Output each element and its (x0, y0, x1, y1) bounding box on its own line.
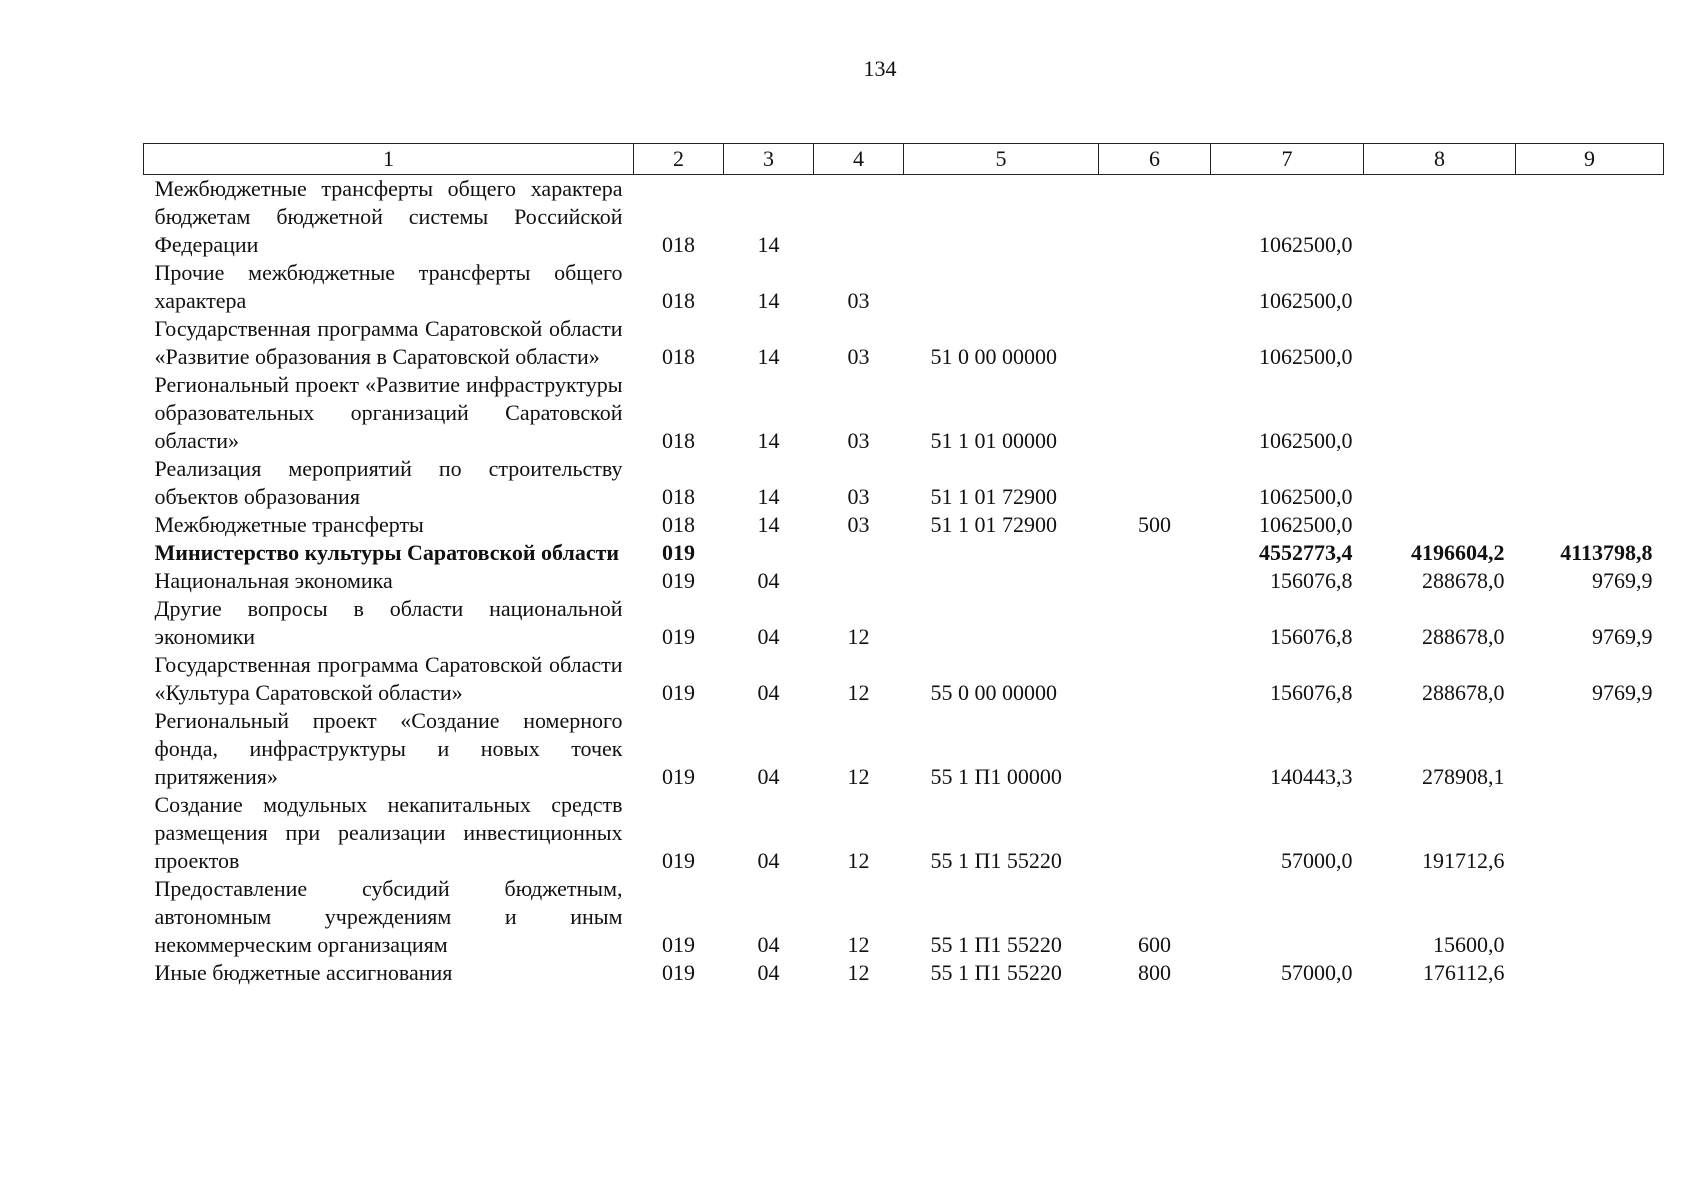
table-row (144, 175, 1664, 260)
section-code: 14 (757, 512, 780, 537)
amount-col-9 (1516, 791, 1664, 875)
expense-type-code (1099, 175, 1211, 260)
section-code: 04 (757, 568, 780, 593)
amount-col-7 (1211, 875, 1364, 959)
amount-col-7: 140443,3 (1270, 764, 1353, 789)
expense-type-code (1099, 651, 1211, 707)
table-row (144, 259, 1664, 315)
expense-type-code (1099, 259, 1211, 315)
expense-type-code (1099, 315, 1211, 371)
amount-col-7: 156076,8 (1270, 624, 1353, 649)
column-header-3: 3 (724, 144, 814, 175)
target-article-code: 51 1 01 00000 (930, 428, 1057, 453)
target-article-code: 55 0 00 00000 (930, 680, 1057, 705)
section-code: 04 (757, 848, 780, 873)
ministry-code: 018 (662, 344, 695, 369)
subsection-code: 03 (847, 512, 870, 537)
budget-item-name: Министерство культуры Саратовской области (154, 540, 620, 565)
section-code: 04 (757, 680, 780, 705)
table-row (144, 455, 1664, 511)
column-header-2: 2 (634, 144, 724, 175)
subsection-code: 03 (847, 288, 870, 313)
ministry-code: 018 (662, 428, 695, 453)
target-article-code: 55 1 П1 00000 (930, 764, 1062, 789)
budget-item-name: Государственная программа Саратовской области «Культура Саратовской области» (154, 652, 623, 705)
table-row (144, 959, 1664, 987)
expense-type-code (1099, 595, 1211, 651)
section-code: 04 (757, 932, 780, 957)
amount-col-9 (1516, 875, 1664, 959)
amount-col-7: 1062500,0 (1259, 428, 1353, 453)
expense-type-code: 500 (1138, 512, 1171, 537)
table-row (144, 315, 1664, 371)
amount-col-7: 57000,0 (1281, 960, 1353, 985)
amount-col-9 (1516, 455, 1664, 511)
amount-col-8 (1364, 315, 1516, 371)
section-code: 14 (757, 232, 780, 257)
amount-col-9 (1516, 175, 1664, 260)
amount-col-8: 278908,1 (1422, 764, 1505, 789)
amount-col-8: 4196604,2 (1411, 540, 1505, 565)
amount-col-9 (1516, 511, 1664, 539)
ministry-code: 019 (662, 848, 695, 873)
expense-type-code (1099, 707, 1211, 791)
target-article-code: 51 1 01 72900 (930, 512, 1057, 537)
subsection-code: 12 (847, 960, 870, 985)
budget-item-name: Межбюджетные трансферты общего характера бюджетам бюджетной системы Российской Федерации (154, 176, 623, 257)
table-row (144, 875, 1664, 959)
target-article-code (904, 595, 1099, 651)
table-row (144, 707, 1664, 791)
subsection-code: 03 (847, 428, 870, 453)
amount-col-9 (1516, 259, 1664, 315)
amount-col-9: 9769,9 (1592, 568, 1653, 593)
table-row (144, 539, 1664, 567)
table-row (144, 595, 1664, 651)
amount-col-7: 156076,8 (1270, 680, 1353, 705)
expense-type-code (1099, 567, 1211, 595)
amount-col-7: 156076,8 (1270, 568, 1353, 593)
budget-item-name: Иные бюджетные ассигнования (154, 960, 453, 985)
page-number: 134 (863, 56, 897, 81)
amount-col-9 (1516, 707, 1664, 791)
subsection-code: 12 (847, 680, 870, 705)
amount-col-8: 288678,0 (1422, 568, 1505, 593)
amount-col-9: 4113798,8 (1560, 540, 1653, 565)
subsection-code: 12 (847, 848, 870, 873)
column-header-4: 4 (814, 144, 904, 175)
budget-item-name: Другие вопросы в области национальной экономики (154, 596, 623, 649)
column-header-6: 6 (1099, 144, 1211, 175)
ministry-code: 019 (662, 540, 695, 565)
ministry-code: 019 (662, 960, 695, 985)
budget-item-name: Реализация мероприятий по строительству объектов образования (154, 456, 623, 509)
amount-col-7: 1062500,0 (1259, 232, 1353, 257)
section-code: 14 (757, 288, 780, 313)
subsection-code (814, 539, 904, 567)
budget-item-name: Межбюджетные трансферты (154, 512, 424, 537)
target-article-code (904, 259, 1099, 315)
subsection-code: 03 (847, 344, 870, 369)
ministry-code: 019 (662, 932, 695, 957)
section-code: 04 (757, 624, 780, 649)
table-body (144, 175, 1664, 988)
expense-type-code: 600 (1138, 932, 1171, 957)
column-number-row (144, 144, 1664, 175)
amount-col-7: 4552773,4 (1259, 540, 1353, 565)
ministry-code: 018 (662, 288, 695, 313)
column-header-1: 1 (144, 144, 634, 175)
subsection-code: 03 (847, 484, 870, 509)
section-code: 04 (757, 960, 780, 985)
subsection-code: 12 (847, 764, 870, 789)
amount-col-9 (1516, 959, 1664, 987)
section-code: 14 (757, 484, 780, 509)
target-article-code: 51 1 01 72900 (930, 484, 1057, 509)
amount-col-7: 1062500,0 (1259, 512, 1353, 537)
subsection-code (814, 567, 904, 595)
amount-col-9: 9769,9 (1592, 680, 1653, 705)
target-article-code: 55 1 П1 55220 (930, 932, 1062, 957)
expense-type-code (1099, 371, 1211, 455)
budget-item-name: Государственная программа Саратовской области «Развитие образования в Саратовской области» (154, 316, 623, 369)
target-article-code (904, 175, 1099, 260)
amount-col-9 (1516, 371, 1664, 455)
expense-type-code: 800 (1138, 960, 1171, 985)
column-header-8: 8 (1364, 144, 1516, 175)
target-article-code: 51 0 00 00000 (930, 344, 1057, 369)
expense-type-code (1099, 455, 1211, 511)
amount-col-8: 288678,0 (1422, 680, 1505, 705)
section-code (724, 539, 814, 567)
budget-table (143, 143, 1664, 987)
column-header-7: 7 (1211, 144, 1364, 175)
amount-col-7: 1062500,0 (1259, 484, 1353, 509)
table-row (144, 567, 1664, 595)
amount-col-8: 176112,6 (1422, 960, 1505, 985)
budget-item-name: Национальная экономика (154, 568, 393, 593)
expense-type-code (1099, 539, 1211, 567)
amount-col-7: 1062500,0 (1259, 288, 1353, 313)
ministry-code: 018 (662, 484, 695, 509)
column-header-9: 9 (1516, 144, 1664, 175)
subsection-code: 12 (847, 624, 870, 649)
amount-col-8 (1364, 455, 1516, 511)
ministry-code: 019 (662, 624, 695, 649)
subsection-code: 12 (847, 932, 870, 957)
column-header-5: 5 (904, 144, 1099, 175)
section-code: 14 (757, 428, 780, 453)
ministry-code: 018 (662, 232, 695, 257)
table-row (144, 651, 1664, 707)
amount-col-8: 288678,0 (1422, 624, 1505, 649)
ministry-code: 019 (662, 568, 695, 593)
budget-item-name: Прочие межбюджетные трансферты общего характера (154, 260, 623, 313)
subsection-code (814, 175, 904, 260)
amount-col-7: 57000,0 (1281, 848, 1353, 873)
amount-col-8 (1364, 511, 1516, 539)
target-article-code (904, 539, 1099, 567)
amount-col-8: 15600,0 (1433, 932, 1505, 957)
expense-type-code (1099, 791, 1211, 875)
table-row (144, 371, 1664, 455)
amount-col-9: 9769,9 (1592, 624, 1653, 649)
amount-col-8: 191712,6 (1422, 848, 1505, 873)
table-row (144, 791, 1664, 875)
amount-col-8 (1364, 175, 1516, 260)
section-code: 14 (757, 344, 780, 369)
ministry-code: 019 (662, 680, 695, 705)
budget-item-name: Предоставление субсидий бюджетным, автономным учреждениям и иным некоммерческим организациям (154, 876, 623, 957)
table-row (144, 511, 1664, 539)
amount-col-8 (1364, 259, 1516, 315)
ministry-code: 018 (662, 512, 695, 537)
target-article-code: 55 1 П1 55220 (930, 960, 1062, 985)
amount-col-7: 1062500,0 (1259, 344, 1353, 369)
ministry-code: 019 (662, 764, 695, 789)
amount-col-9 (1516, 315, 1664, 371)
budget-item-name: Региональный проект «Развитие инфраструктуры образовательных организаций Саратовской области» (154, 372, 623, 453)
section-code: 04 (757, 764, 780, 789)
target-article-code: 55 1 П1 55220 (930, 848, 1062, 873)
budget-item-name: Создание модульных некапитальных средств размещения при реализации инвестиционных проектов (154, 792, 623, 873)
target-article-code (904, 567, 1099, 595)
amount-col-8 (1364, 371, 1516, 455)
budget-item-name: Региональный проект «Создание номерного фонда, инфраструктуры и новых точек притяжения» (154, 708, 623, 789)
